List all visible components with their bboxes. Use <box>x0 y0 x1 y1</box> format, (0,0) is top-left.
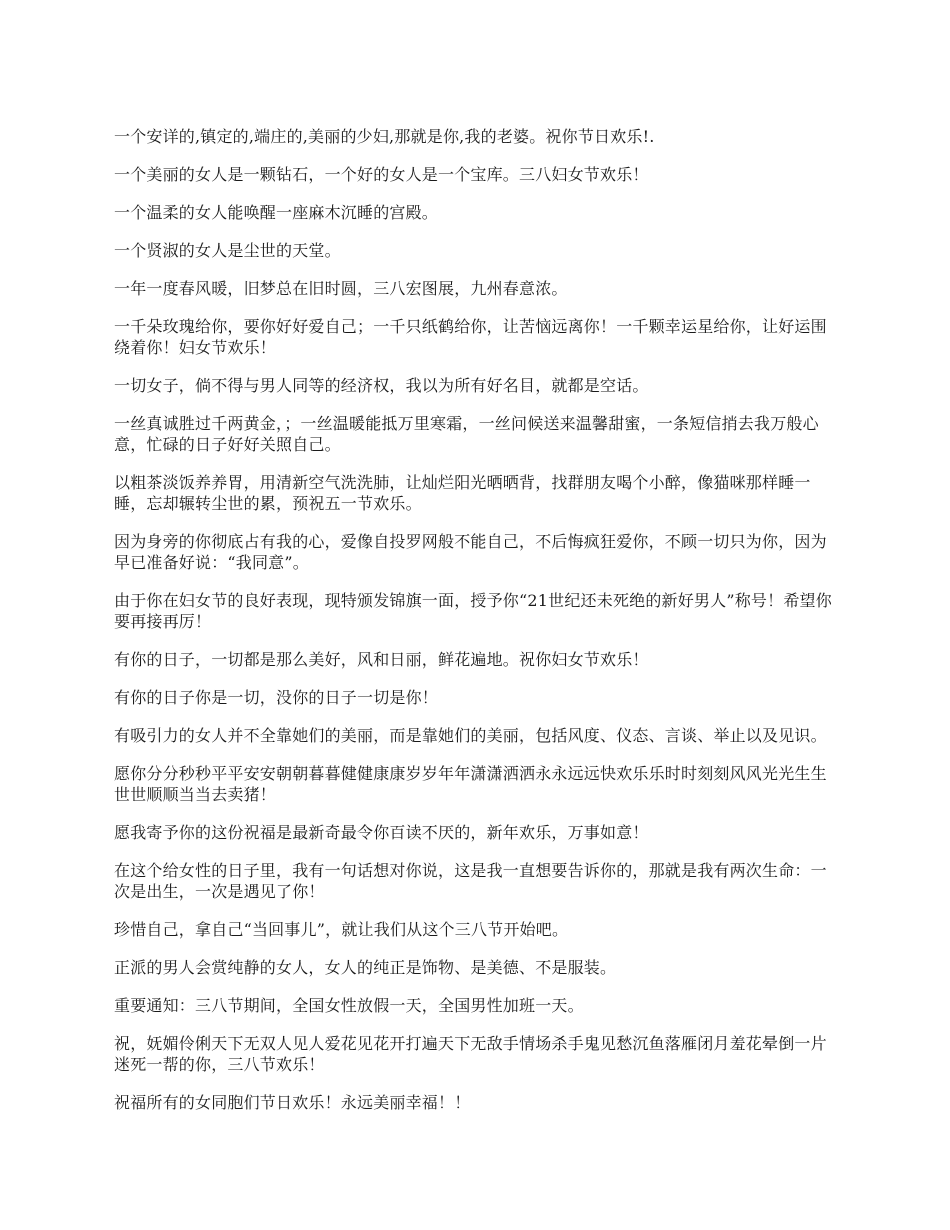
paragraph: 在这个给女性的日子里，我有一句话想对你说，这是我一直想要告诉你的，那就是我有两次生命：一次是出生，一次是遇见了你！ <box>114 861 827 901</box>
paragraph: 祝，妩媚伶俐天下无双人见人爱花见花开打遍天下无敌手情场杀手鬼见愁沉鱼落雁闭月羞花晕倒一片迷死一帮的你，三八节欢乐！ <box>114 1034 827 1074</box>
paragraph: 一个贤淑的女人是尘世的天堂。 <box>114 241 341 260</box>
paragraph: 一千朵玫瑰给你，要你好好爱自己；一千只纸鹤给你，让苦恼远离你！一千颗幸运星给你，让好运围绕着你！妇女节欢乐！ <box>114 317 827 357</box>
paragraph: 愿你分分秒秒平平安安朝朝暮暮健健康康岁岁年年潇潇洒洒永永远远快欢乐乐时时刻刻风风光光生生世世顺顺当当去卖猪！ <box>114 764 827 804</box>
paragraph: 一个温柔的女人能唤醒一座麻木沉睡的宫殿。 <box>114 203 439 222</box>
paragraph: 有吸引力的女人并不全靠她们的美丽，而是靠她们的美丽，包括风度、仪态、言谈、举止以及见识。 <box>114 726 827 745</box>
document-page <box>114 126 840 1130</box>
paragraph: 重要通知：三八节期间，全国女性放假一天，全国男性加班一天。 <box>114 996 584 1015</box>
paragraph: 以粗茶淡饭养养胃，用清新空气洗洗肺，让灿烂阳光晒晒背，找群朋友喝个小醉，像猫咪那样睡一睡，忘却辗转尘世的累，预祝五一节欢乐。 <box>114 473 811 513</box>
paragraph: 祝福所有的女同胞们节日欢乐！永远美丽幸福！！ <box>114 1093 471 1112</box>
paragraph: 正派的男人会赏纯静的女人，女人的纯正是饰物、是美德、不是服装。 <box>114 958 617 977</box>
paragraph: 有你的日子你是一切，没你的日子一切是你！ <box>114 688 439 707</box>
paragraph: 一个美丽的女人是一颗钻石，一个好的女人是一个宝库。三八妇女节欢乐！ <box>114 165 649 184</box>
paragraph: 珍惜自己，拿自己“当回事儿”，就让我们从这个三八节开始吧。 <box>114 920 569 939</box>
paragraph: 一丝真诚胜过千两黄金，；一丝温暖能抵万里寒霜，一丝问候送来温馨甜蜜，一条短信捎去我万般心意，忙碌的日子好好关照自己。 <box>114 414 819 454</box>
paragraph: 有你的日子，一切都是那么美好，风和日丽，鲜花遍地。祝你妇女节欢乐！ <box>114 650 649 669</box>
paragraph: 一个安详的,镇定的,端庄的,美丽的少妇,那就是你,我的老婆。祝你节日欢乐!. <box>114 127 655 146</box>
paragraph: 因为身旁的你彻底占有我的心，爱像自投罗网般不能自己，不后悔疯狂爱你，不顾一切只为你，因为早已准备好说：“我同意”。 <box>114 532 827 572</box>
paragraph: 一切女子，倘不得与男人同等的经济权，我以为所有好名目，就都是空话。 <box>114 376 649 395</box>
paragraph: 一年一度春风暖，旧梦总在旧时圆，三八宏图展，九州春意浓。 <box>114 279 568 298</box>
paragraph: 由于你在妇女节的良好表现，现特颁发锦旗一面，授予你“21世纪还未死绝的新好男人”称号！希望你要再接再厉！ <box>114 591 832 631</box>
paragraph: 愿我寄予你的这份祝福是最新奇最令你百读不厌的，新年欢乐，万事如意！ <box>114 823 649 842</box>
